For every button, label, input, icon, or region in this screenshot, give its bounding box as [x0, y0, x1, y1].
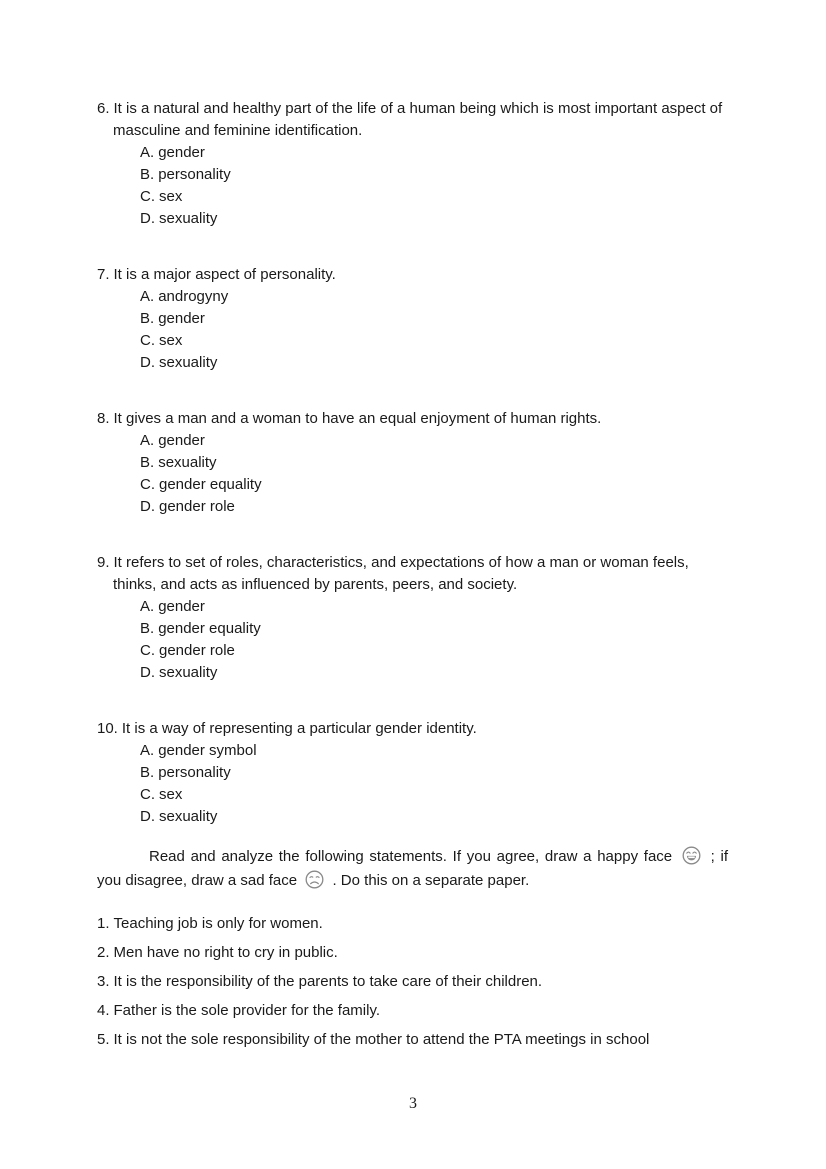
question-number: 8.	[97, 410, 110, 427]
options-list	[140, 430, 728, 518]
option-text: sexuality	[158, 454, 217, 471]
question-text	[97, 552, 728, 596]
answer-option	[140, 784, 728, 806]
option-text: personality	[158, 764, 231, 781]
answer-option	[140, 330, 728, 352]
happy-face-icon	[681, 845, 702, 866]
option-letter: A.	[140, 432, 155, 449]
option-text: gender equality	[159, 476, 262, 493]
option-letter: A.	[140, 144, 155, 161]
instruction-text-1: Read and analyze the following statements. If you agree, draw a happy face	[149, 848, 673, 865]
option-letter: B.	[140, 764, 155, 781]
option-text: gender	[158, 432, 205, 449]
question-body: It is a natural and healthy part of the life of a human being which is most important aspect of masculine and feminine identification.	[113, 100, 723, 139]
question-10	[97, 718, 728, 828]
instruction-text-3: . Do this on a separate paper.	[332, 872, 530, 889]
option-letter: B.	[140, 310, 155, 327]
option-text: personality	[158, 166, 231, 183]
option-text: gender symbol	[158, 742, 257, 759]
statement-text: Men have no right to cry in public.	[113, 944, 338, 961]
answer-option	[140, 596, 728, 618]
question-text	[97, 408, 728, 430]
option-letter: A.	[140, 288, 155, 305]
option-letter: D.	[140, 498, 155, 515]
option-text: gender	[158, 598, 205, 615]
option-text: sexuality	[159, 664, 218, 681]
option-text: gender equality	[158, 620, 261, 637]
statement-text: Teaching job is only for women.	[113, 915, 323, 932]
question-text	[97, 98, 728, 142]
question-number: 7.	[97, 266, 110, 283]
answer-option	[140, 286, 728, 308]
statement-text: Father is the sole provider for the family.	[113, 1002, 381, 1019]
question-7	[97, 264, 728, 374]
options-list	[140, 596, 728, 684]
option-letter: A.	[140, 598, 155, 615]
statement-text: It is the responsibility of the parents to take care of their children.	[113, 973, 543, 990]
answer-option	[140, 452, 728, 474]
question-body: It is a major aspect of personality.	[113, 266, 336, 283]
statement-number: 1.	[97, 915, 110, 932]
statement	[97, 942, 728, 964]
question-6	[97, 98, 728, 230]
statement	[97, 1029, 728, 1051]
option-letter: C.	[140, 188, 155, 205]
answer-option	[140, 740, 728, 762]
options-list	[140, 286, 728, 374]
answer-option	[140, 186, 728, 208]
options-list	[140, 142, 728, 230]
option-text: gender role	[159, 498, 235, 515]
option-letter: D.	[140, 664, 155, 681]
answer-option	[140, 496, 728, 518]
answer-option	[140, 208, 728, 230]
option-letter: A.	[140, 742, 155, 759]
question-body: It is a way of representing a particular gender identity.	[121, 720, 477, 737]
option-letter: C.	[140, 642, 155, 659]
option-text: sex	[159, 188, 183, 205]
statement-number: 2.	[97, 944, 110, 961]
answer-option	[140, 806, 728, 828]
answer-option	[140, 352, 728, 374]
statement-text: It is not the sole responsibility of the mother to attend the PTA meetings in school	[113, 1031, 650, 1048]
statement-number: 4.	[97, 1002, 110, 1019]
question-8	[97, 408, 728, 518]
option-letter: D.	[140, 354, 155, 371]
answer-option	[140, 762, 728, 784]
options-list	[140, 740, 728, 828]
sad-face-icon	[304, 869, 325, 890]
option-text: gender role	[159, 642, 235, 659]
option-letter: B.	[140, 620, 155, 637]
option-text: sexuality	[159, 808, 218, 825]
statements-list	[97, 913, 728, 1051]
statement	[97, 913, 728, 935]
answer-option	[140, 308, 728, 330]
statement	[97, 971, 728, 993]
option-text: sexuality	[159, 354, 218, 371]
answer-option	[140, 430, 728, 452]
question-text	[97, 264, 728, 286]
option-letter: C.	[140, 476, 155, 493]
question-text	[97, 718, 728, 740]
option-text: sex	[159, 332, 183, 349]
option-text: gender	[158, 310, 205, 327]
option-text: sexuality	[159, 210, 218, 227]
answer-option	[140, 662, 728, 684]
option-text: androgyny	[158, 288, 229, 305]
instruction-paragraph	[97, 845, 728, 893]
question-number: 10.	[97, 720, 118, 737]
page-content	[97, 98, 728, 1058]
answer-option	[140, 640, 728, 662]
option-text: gender	[158, 144, 205, 161]
option-letter: C.	[140, 332, 155, 349]
page-number: 3	[409, 1095, 417, 1112]
option-letter: B.	[140, 166, 155, 183]
question-body: It refers to set of roles, characteristics, and expectations of how a man or woman feels, thinks, and acts as influenced by parents, peers, and society.	[113, 554, 689, 593]
statement-number: 3.	[97, 973, 110, 990]
statement-number: 5.	[97, 1031, 110, 1048]
answer-option	[140, 474, 728, 496]
instruction-text-2: ; if you disagree, draw a sad face	[97, 848, 728, 889]
option-text: sex	[159, 786, 183, 803]
answer-option	[140, 618, 728, 640]
answer-option	[140, 164, 728, 186]
question-body: It gives a man and a woman to have an equal enjoyment of human rights.	[113, 410, 602, 427]
answer-option	[140, 142, 728, 164]
option-letter: C.	[140, 786, 155, 803]
statement	[97, 1000, 728, 1022]
question-number: 9.	[97, 554, 110, 571]
option-letter: B.	[140, 454, 155, 471]
option-letter: D.	[140, 210, 155, 227]
option-letter: D.	[140, 808, 155, 825]
question-9	[97, 552, 728, 684]
question-number: 6.	[97, 100, 110, 117]
